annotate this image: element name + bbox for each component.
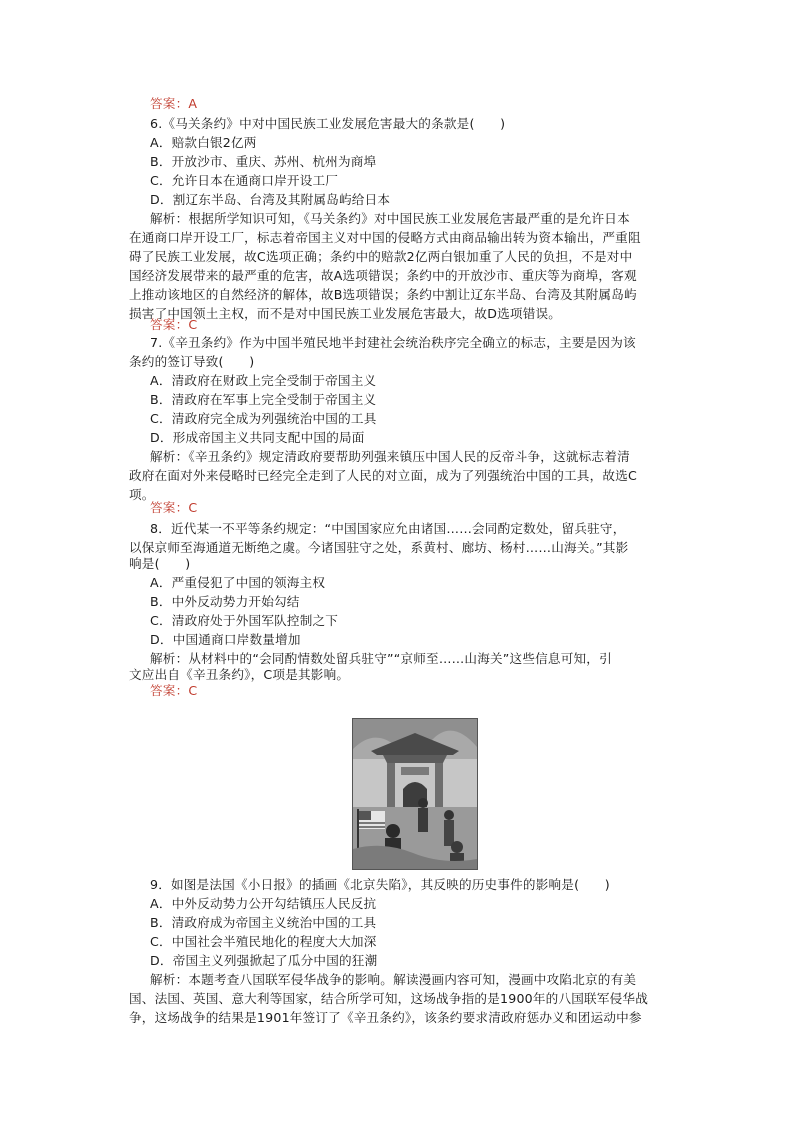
illustration-image [352, 718, 478, 870]
analysis-line: 争，这场战争的结果是1901年签订了《辛丑条约》，该条约要求清政府惩办义和团运动中参 [129, 1010, 642, 1025]
answer-line: 答案：C [150, 683, 198, 698]
analysis-line: 文应出自《辛丑条约》，C项是其影响。 [129, 667, 350, 682]
analysis-line: 国经济发展带来的最严重的危害，故A选项错误；条约中的开放沙市、重庆等为商埠，客观 [129, 268, 637, 283]
analysis-line: 解析：《辛丑条约》规定清政府要帮助列强来镇压中国人民的反帝斗争，这就标志着清 [150, 449, 630, 464]
option-d: D．帝国主义列强掀起了瓜分中国的狂潮 [150, 953, 378, 968]
question-7: 7.《辛丑条约》作为中国半殖民地半封建社会统治秩序完全确立的标志，主要是因为该 [150, 335, 636, 350]
analysis-line: 解析：本题考查八国联军侵华战争的影响。解读漫画内容可知，漫画中攻陷北京的有美 [150, 972, 637, 987]
question-8: 8．近代某一不平等条约规定：“中国国家应允由诸国……会同酌定数处，留兵驻守， [150, 521, 626, 536]
question-8-cont: 响是( ) [129, 556, 191, 571]
analysis-line: 碍了民族工业发展，故C选项正确；条约中的赔款2亿两白银加重了人民的负担，不是对中 [129, 249, 633, 264]
answer-line: 答案：C [150, 317, 198, 332]
answer-line: 答案：C [150, 500, 198, 515]
option-d: D．割辽东半岛、台湾及其附属岛屿给日本 [150, 192, 391, 207]
option-b: B．清政府成为帝国主义统治中国的工具 [150, 915, 377, 930]
answer-line: 答案：A [150, 96, 198, 111]
analysis-line: 在通商口岸开设工厂，标志着帝国主义对中国的侵略方式由商品输出转为资本输出，严重阻 [129, 230, 641, 245]
option-b: B．清政府在军事上完全受制于帝国主义 [150, 392, 377, 407]
option-a: A．赔款白银2亿两 [150, 135, 257, 150]
option-a: A．中外反动势力公开勾结镇压人民反抗 [150, 896, 377, 911]
option-a: A．严重侵犯了中国的领海主权 [150, 575, 326, 590]
option-c: C．中国社会半殖民地化的程度大大加深 [150, 934, 377, 949]
option-d: D．中国通商口岸数量增加 [150, 632, 301, 647]
analysis-line: 政府在面对外来侵略时已经完全走到了人民的对立面，成为了列强统治中国的工具，故选C [129, 468, 637, 483]
analysis-line: 损害了中国领土主权，而不是对中国民族工业发展危害最大，故D选项错误。 [129, 306, 562, 321]
analysis-line: 国、法国、英国、意大利等国家，结合所学可知，这场战争指的是1900年的八国联军侵华战 [129, 991, 649, 1006]
analysis-line: 项。 [129, 487, 155, 502]
question-9: 9．如图是法国《小日报》的插画《北京失陷》，其反映的历史事件的影响是( ) [150, 877, 610, 892]
option-c: C．清政府处于外国军队控制之下 [150, 613, 339, 628]
option-a: A．清政府在财政上完全受制于帝国主义 [150, 373, 377, 388]
analysis-line: 解析：根据所学知识可知，《马关条约》对中国民族工业发展危害最严重的是允许日本 [150, 211, 630, 226]
question-8-cont: 以保京师至海通道无断绝之虞。今诸国驻守之处，系黄村、廊坊、杨村……山海关。”其影 [129, 540, 629, 555]
option-b: B．中外反动势力开始勾结 [150, 594, 300, 609]
option-c: C．允许日本在通商口岸开设工厂 [150, 173, 339, 188]
option-c: C．清政府完全成为列强统治中国的工具 [150, 411, 377, 426]
question-6: 6.《马关条约》中对中国民族工业发展危害最大的条款是( ) [150, 116, 506, 131]
analysis-line: 解析：从材料中的“会同酌情数处留兵驻守”“京师至……山海关”这些信息可知，引 [150, 651, 612, 666]
option-b: B．开放沙市、重庆、苏州、杭州为商埠 [150, 154, 377, 169]
option-d: D．形成帝国主义共同支配中国的局面 [150, 430, 365, 445]
question-7-cont: 条约的签订导致( ) [129, 354, 255, 369]
analysis-line: 上推动该地区的自然经济的解体，故B选项错误；条约中割让辽东半岛、台湾及其附属岛屿 [129, 287, 637, 302]
